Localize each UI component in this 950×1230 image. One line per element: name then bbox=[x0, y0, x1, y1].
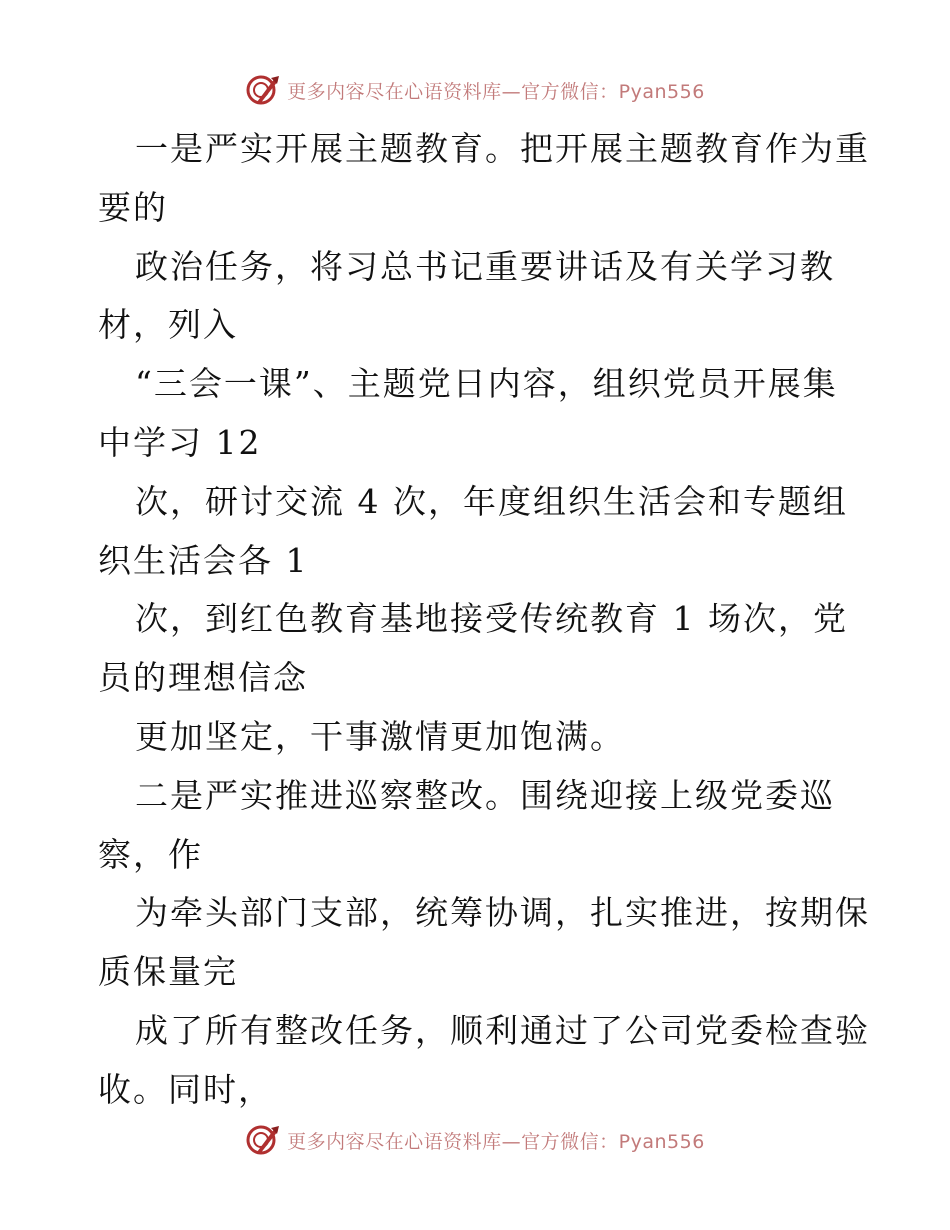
document-body bbox=[98, 120, 870, 1120]
footer-watermark bbox=[0, 1120, 950, 1160]
body-line-2: 要的 bbox=[98, 187, 168, 227]
header-brand-text: 更多内容尽在心语资料库—官方微信：Pyan556 bbox=[287, 80, 705, 103]
body-line-9: 次，到红色教育基地接受传统教育 1 场次，党 bbox=[135, 599, 848, 639]
body-line-14: 为牵头部门支部，统筹协调，扎实推进，按期保 bbox=[135, 893, 870, 933]
header-watermark bbox=[0, 70, 950, 110]
body-line-16: 成了所有整改任务，顺利通过了公司党委检查验 bbox=[135, 1010, 870, 1050]
body-line-10: 员的理想信念 bbox=[98, 658, 308, 698]
body-line-17: 收。同时， bbox=[98, 1069, 273, 1109]
body-line-15: 质保量完 bbox=[98, 952, 238, 992]
body-line-12: 二是严实推进巡察整改。围绕迎接上级党委巡 bbox=[135, 775, 835, 815]
body-line-3: 政治任务，将习总书记重要讲话及有关学习教 bbox=[135, 246, 835, 286]
body-line-4: 材，列入 bbox=[98, 305, 238, 345]
body-line-13: 察，作 bbox=[98, 834, 203, 874]
body-line-8: 织生活会各 1 bbox=[98, 540, 309, 580]
body-line-7: 次，研讨交流 4 次，年度组织生活会和专题组 bbox=[135, 481, 848, 521]
brand-logo-icon bbox=[245, 1122, 281, 1158]
footer-brand-text: 更多内容尽在心语资料库—官方微信：Pyan556 bbox=[287, 1130, 705, 1153]
body-line-1: 一是严实开展主题教育。把开展主题教育作为重 bbox=[135, 129, 870, 168]
brand-logo-icon bbox=[245, 72, 281, 108]
body-line-6: 中学习 12 bbox=[98, 422, 262, 462]
body-line-11: 更加坚定，干事激情更加饱满。 bbox=[135, 716, 625, 756]
body-line-5: “三会一课”、主题党日内容，组织党员开展集 bbox=[135, 364, 838, 404]
